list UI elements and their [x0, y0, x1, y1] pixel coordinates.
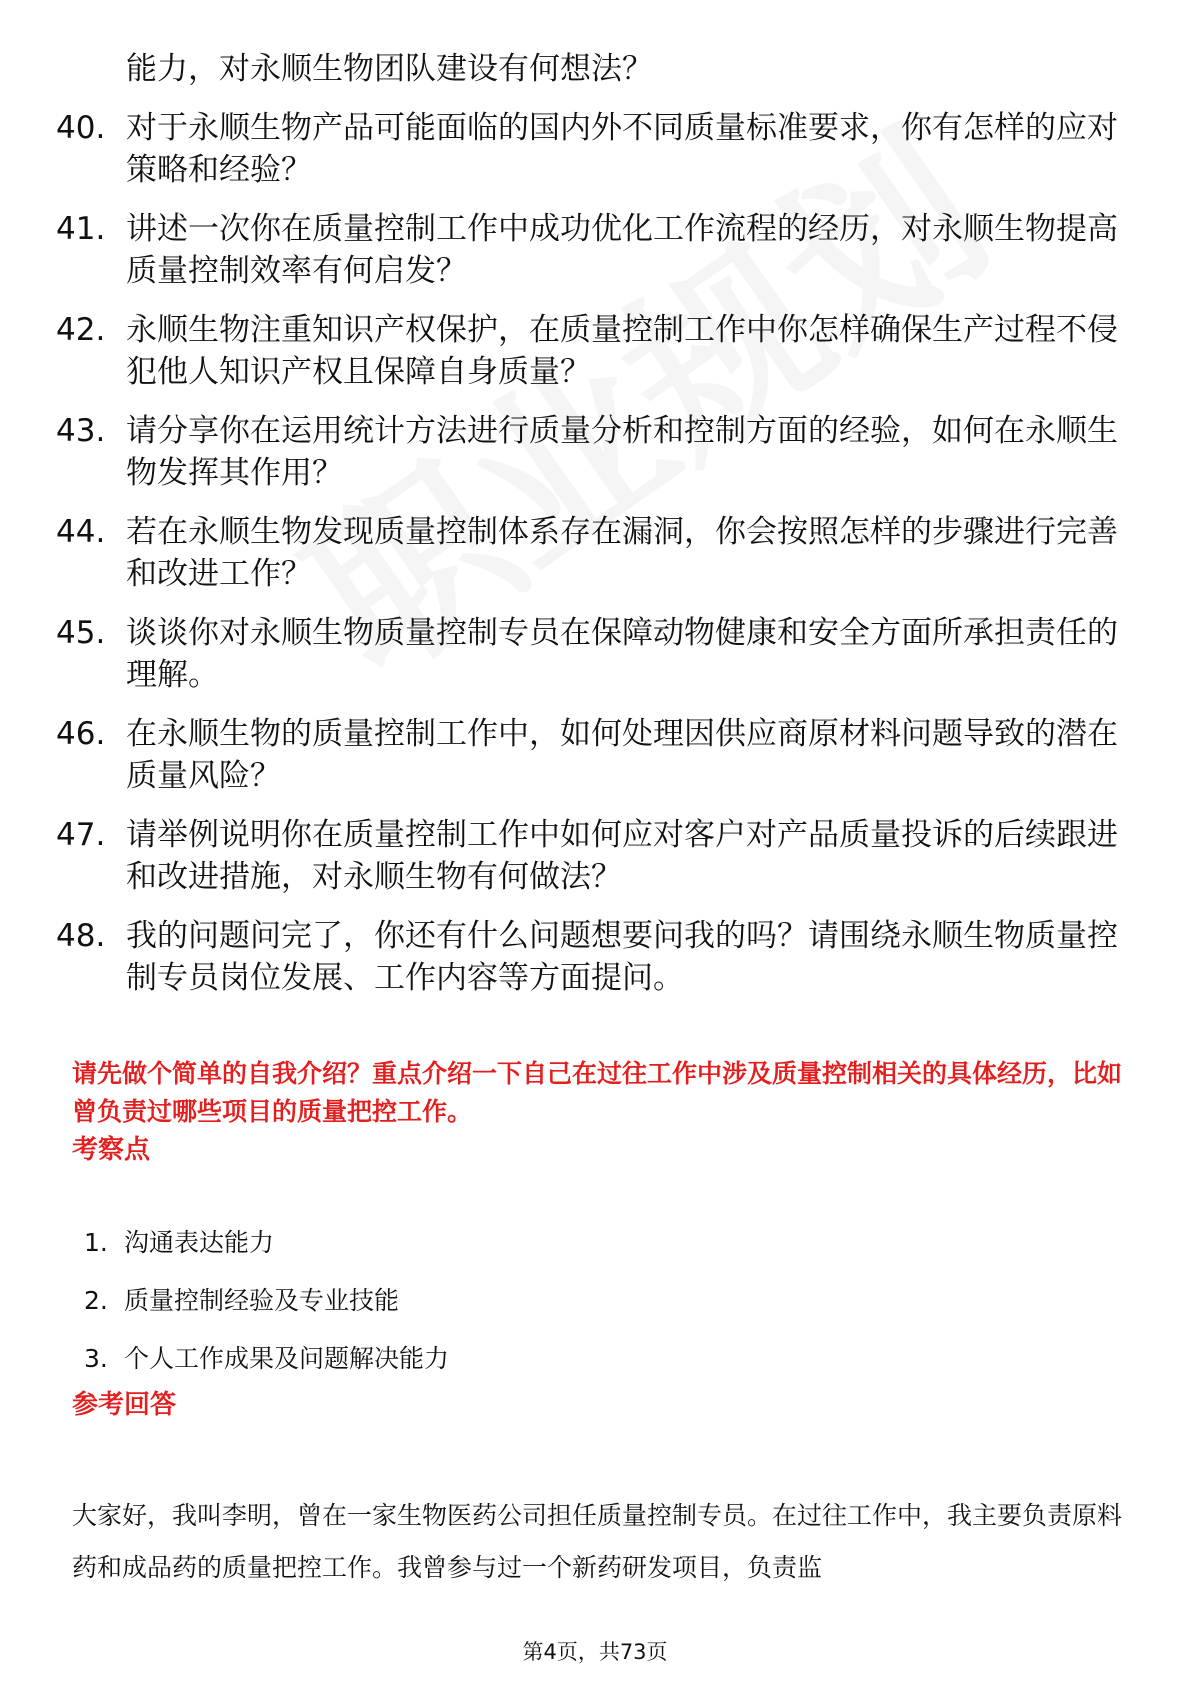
highlight-question: 请先做个简单的自我介绍？重点介绍一下自己在过往工作中涉及质量控制相关的具体经历，比如曾负责过哪些项目的质量把控工作。	[72, 1059, 1123, 1126]
question-number: 46.	[56, 716, 106, 752]
focus-point-number: 1.	[84, 1228, 108, 1257]
question-list	[56, 48, 1126, 1016]
reference-answer: 大家好，我叫李明，曾在一家生物医药公司担任质量控制专员。在过往工作中，我主要负责原料药和成品药的质量把控工作。我曾参与过一个新药研发项目，负责监	[72, 1501, 1123, 1582]
focus-point-text: 质量控制经验及专业技能	[124, 1286, 400, 1315]
focus-point-number: 3.	[84, 1344, 108, 1373]
question-number: 47.	[56, 817, 106, 853]
question-item	[56, 410, 1126, 494]
focus-point-number: 2.	[84, 1286, 108, 1315]
question-item	[56, 612, 1126, 696]
question-number: 42.	[56, 312, 106, 348]
question-text: 永顺生物注重知识产权保护，在质量控制工作中你怎样确保生产过程不侵犯他人知识产权且保障自身质量？	[126, 312, 1118, 390]
question-text: 请举例说明你在质量控制工作中如何应对客户对产品质量投诉的后续跟进和改进措施，对永顺生物有何做法？	[126, 817, 1118, 895]
question-carryover	[126, 48, 1126, 90]
focus-point	[84, 1284, 449, 1318]
question-number: 45.	[56, 615, 106, 651]
question-item	[56, 208, 1126, 292]
question-text: 我的问题问完了，你还有什么问题想要问我的吗？请围绕永顺生物质量控制专员岗位发展、工作内容等方面提问。	[126, 918, 1118, 996]
focus-point-text: 沟通表达能力	[124, 1228, 275, 1257]
question-item	[56, 107, 1126, 191]
focus-points-list	[84, 1226, 449, 1400]
question-text: 在永顺生物的质量控制工作中，如何处理因供应商原材料问题导致的潜在质量风险？	[126, 716, 1118, 794]
focus-point	[84, 1342, 449, 1376]
focus-point-text: 个人工作成果及问题解决能力	[124, 1344, 450, 1373]
question-text: 对于永顺生物产品可能面临的国内外不同质量标准要求，你有怎样的应对策略和经验？	[126, 110, 1118, 188]
question-item	[56, 309, 1126, 393]
focus-title: 考察点	[72, 1135, 151, 1165]
question-text: 讲述一次你在质量控制工作中成功优化工作流程的经历，对永顺生物提高质量控制效率有何启发？	[126, 211, 1118, 289]
question-carryover-text: 能力，对永顺生物团队建设有何想法？	[126, 51, 653, 87]
question-number: 43.	[56, 413, 106, 449]
question-number: 41.	[56, 211, 106, 247]
focus-point	[84, 1226, 449, 1260]
question-item	[56, 713, 1126, 797]
question-text: 请分享你在运用统计方法进行质量分析和控制方面的经验，如何在永顺生物发挥其作用？	[126, 413, 1118, 491]
question-number: 48.	[56, 918, 106, 954]
question-text: 若在永顺生物发现质量控制体系存在漏洞，你会按照怎样的步骤进行完善和改进工作？	[126, 514, 1118, 592]
question-number: 40.	[56, 110, 106, 146]
question-number: 44.	[56, 514, 106, 550]
question-item	[56, 915, 1126, 999]
question-text: 谈谈你对永顺生物质量控制专员在保障动物健康和安全方面所承担责任的理解。	[126, 615, 1118, 693]
question-item	[56, 814, 1126, 898]
reference-title: 参考回答	[72, 1390, 177, 1420]
page-footer: 第4页，共73页	[522, 1640, 668, 1664]
question-item	[56, 511, 1126, 595]
